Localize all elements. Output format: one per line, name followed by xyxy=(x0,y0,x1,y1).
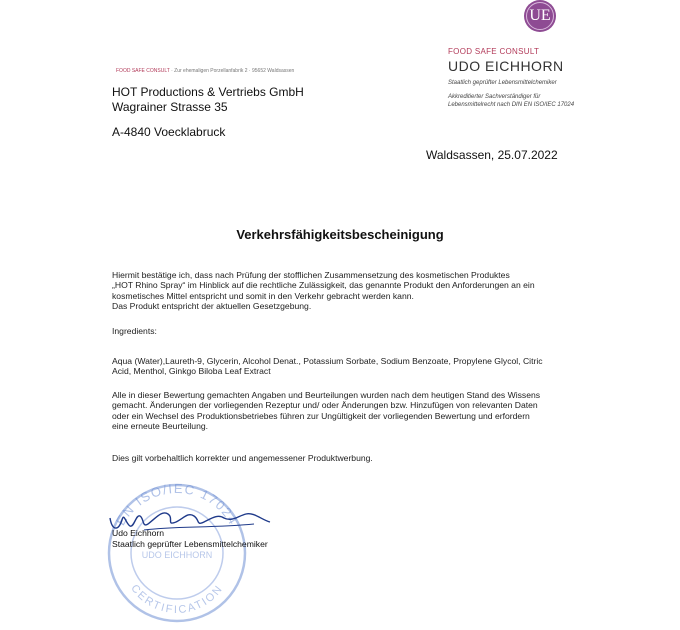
stamp-top-text: EN ISO/IEC 17024 xyxy=(112,480,242,528)
company-logo: UE xyxy=(524,0,556,32)
consultant-company: FOOD SAFE CONSULT xyxy=(448,47,540,56)
text-line: Acid, Menthol, Ginkgo Biloba Leaf Extract xyxy=(112,366,271,377)
body-paragraph-1 xyxy=(112,270,572,312)
text-line: eine erneute Beurteilung. xyxy=(112,421,209,432)
consultant-name: UDO EICHHORN xyxy=(448,58,564,74)
body-paragraph-4: Dies gilt vorbehaltlich korrekter und angemessener Produktwerbung. xyxy=(112,453,373,463)
logo-ring xyxy=(526,2,554,30)
consultant-title: Staatlich geprüfter Lebensmittelchemiker xyxy=(448,80,557,86)
signer-name: Udo Eichhorn xyxy=(112,528,165,538)
text-line: gemacht. Änderungen der vorliegenden Rezeptur und/ oder Änderungen bzw. Hinzufügen von relevanten Daten xyxy=(112,400,538,411)
text-line: Alle in dieser Bewertung gemachten Angaben und Beurteilungen wurden nach dem heutigen Stand des Wissens xyxy=(112,390,541,400)
text-line: Hiermit bestätige ich, dass nach Prüfung der stofflichen Zusammensetzung des kosmetischen Produktes xyxy=(112,270,510,280)
sender-brand: FOOD SAFE CONSULT xyxy=(116,68,170,74)
consultant-accreditation: Akkreditierter Sachverständiger für xyxy=(448,94,541,100)
recipient-company: HOT Productions & Vertriebs GmbH xyxy=(112,85,304,99)
stamp-bottom-text: CERTIFICATION xyxy=(128,582,226,617)
signer-role: Staatlich geprüfter Lebensmittelchemiker xyxy=(112,539,268,549)
recipient-street: Wagrainer Strasse 35 xyxy=(112,100,228,114)
sender-line xyxy=(116,68,294,74)
ingredients-list xyxy=(112,356,572,377)
sender-address: · Zur ehemaligen Porzellanfabrik 2 · 95652 Waldsassen xyxy=(169,68,295,74)
body-paragraph-3 xyxy=(112,390,572,432)
recipient-city: A-4840 Voecklabruck xyxy=(112,125,226,139)
document-title: Verkehrsfähigkeitsbescheinigung xyxy=(236,227,444,242)
text-line: „HOT Rhino Spray“ im Hinblick auf die rechtliche Zulässigkeit, das genannte Produkt den Anforderungen an ein xyxy=(112,280,535,291)
text-line: Das Produkt entspricht der aktuellen Gesetzgebung. xyxy=(112,301,312,312)
text-line: kosmetisches Mittel entspricht und somit in den Verkehr gebracht werden kann. xyxy=(112,290,414,301)
consultant-standard: Lebensmittelrecht nach DIN EN ISO/IEC 17024 xyxy=(448,102,575,108)
stamp-middle-text: UDO EICHHORN xyxy=(141,550,213,560)
ingredients-label: Ingredients: xyxy=(112,326,157,336)
text-line: Aqua (Water),Laureth-9, Glycerin, Alcohol Denat., Potassium Sorbate, Sodium Benzoate, Propylene Glycol, Citric xyxy=(112,356,543,366)
text-line: oder ein Wechsel des Produktionsbetriebes führen zur Ungültigkeit der vorliegenden Bewertung und erfordern xyxy=(112,410,530,421)
place-date: Waldsassen, 25.07.2022 xyxy=(426,148,558,162)
